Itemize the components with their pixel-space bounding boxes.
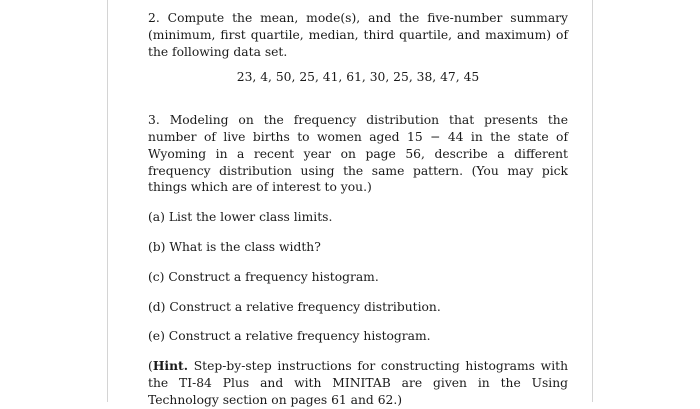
- problem-2-text: Compute the mean, mode(s), and the five-number summary (minimum, first quartile, median, third quartile, and maximum) of the following data set.: [148, 11, 568, 59]
- problem-3-text: Modeling on the frequency distribution that presents the number of live births to women aged 15 − 44 in the state of Wyoming in a recent year on page 56, describe a different frequency distribution using the same pattern. (You may pick things which are of interest to you.): [148, 113, 568, 195]
- problem-3-part-c: (c) Construct a frequency histogram.: [148, 269, 379, 284]
- page-edge-right: [592, 0, 593, 402]
- problem-3-part-e: (e) Construct a relative frequency histogram.: [148, 329, 431, 344]
- problem-3-number: 3.: [148, 113, 160, 128]
- problem-3: [148, 112, 568, 196]
- problem-2-number: 2.: [148, 11, 160, 25]
- problem-3-part-b: (b) What is the class width?: [148, 239, 321, 254]
- hint-label: Hint.: [152, 358, 189, 374]
- problem-3-part-d: (d) Construct a relative frequency distribution.: [148, 299, 441, 314]
- document-content: [148, 10, 568, 409]
- hint-text: Step-by-step instructions for constructing histograms with the TI-84 Plus and with MINITAB are given in the Using Technology section on pages 61 and 62.): [148, 359, 568, 407]
- hint-open-paren: (: [148, 359, 153, 374]
- page-edge-left: [107, 0, 108, 402]
- problem-2-dataset: 23, 4, 50, 25, 41, 61, 30, 25, 38, 47, 45: [236, 70, 480, 85]
- problem-2: [148, 10, 568, 60]
- problem-3-part-a: (a) List the lower class limits.: [148, 210, 333, 225]
- hint-paragraph: [148, 358, 568, 408]
